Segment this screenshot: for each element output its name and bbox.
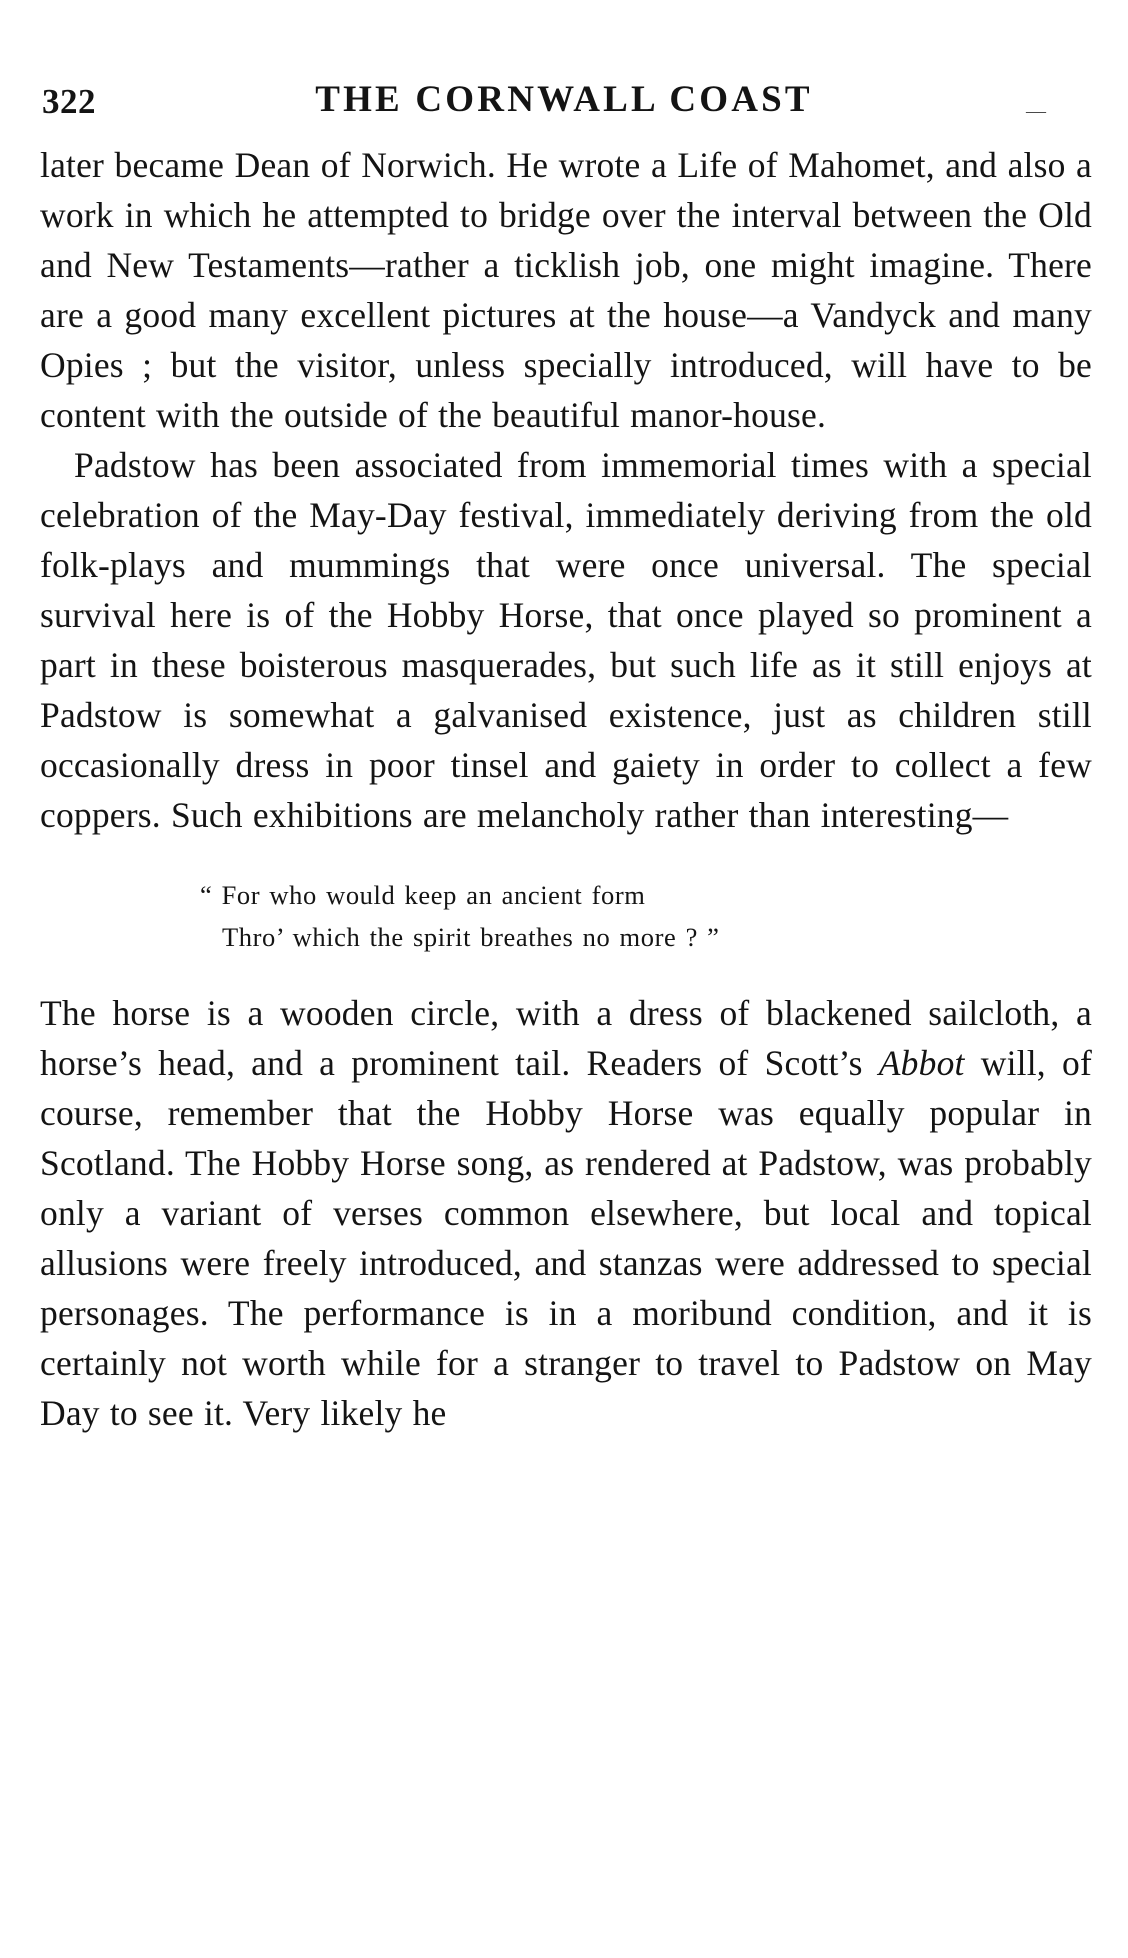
body-text-column xyxy=(40,140,1092,1438)
margin-mark: –– xyxy=(1026,100,1046,122)
verse-line-2: Thro’ which the spirit breathes no more ? ” xyxy=(222,922,720,952)
book-title-italic: Abbot xyxy=(878,1043,965,1083)
running-head-title: THE CORNWALL COAST xyxy=(315,79,813,120)
verse-line-1: “ For who would keep an ancient form xyxy=(200,880,646,910)
paragraph-padstow-hobby-horse: Padstow has been associated from immemorial times with a special celebration of the May-Day festival, immediately deriving from the old folk-plays and mummings that were once universal. The special survival here is of the Hobby Horse, that once played so prominent a part in these boisterous masquerades, but such life as it still enjoys at Padstow is somewhat a galvanised existence, just as children still occasionally dress in poor tinsel and gaiety in order to collect a few coppers. Such exhibitions are melancholy rather than interesting— xyxy=(40,445,1092,835)
page-header xyxy=(0,40,1128,121)
block-quote-verse xyxy=(40,874,1092,958)
paragraph-continuation: later became Dean of Norwich. He wrote a Life of Mahomet, and also a work in which he attempted to bridge over the interval between the Old and New Testaments—rather a ticklish job, one might imagine. There are a good many excellent pictures at the house—a Vandyck and many Opies ; but the visitor, unless specially introduced, will have to be content with the outside of the beautiful manor-house. xyxy=(40,145,1092,435)
paragraph-text-part-2: will, of course, remember that the Hobby Horse was equally popular in Scotland. The Hobby Horse song, as rendered at Padstow, was probably only a variant of verses common elsewhere, but local and topical allusions were freely introduced, and stanzas were addressed to special personages. The performance is in a moribund condition, and it is certainly not worth while for a stranger to travel to Padstow on May Day to see it. Very likely he xyxy=(40,1043,1092,1433)
page-number: 322 xyxy=(42,82,96,121)
paragraph-text-part-1: The horse is a wooden circle, with a dress of blackened sailcloth, a horse’s head, and a prominent tail. Readers of Scott’s xyxy=(40,993,1092,1083)
paragraph-horse-description xyxy=(40,988,1092,1438)
